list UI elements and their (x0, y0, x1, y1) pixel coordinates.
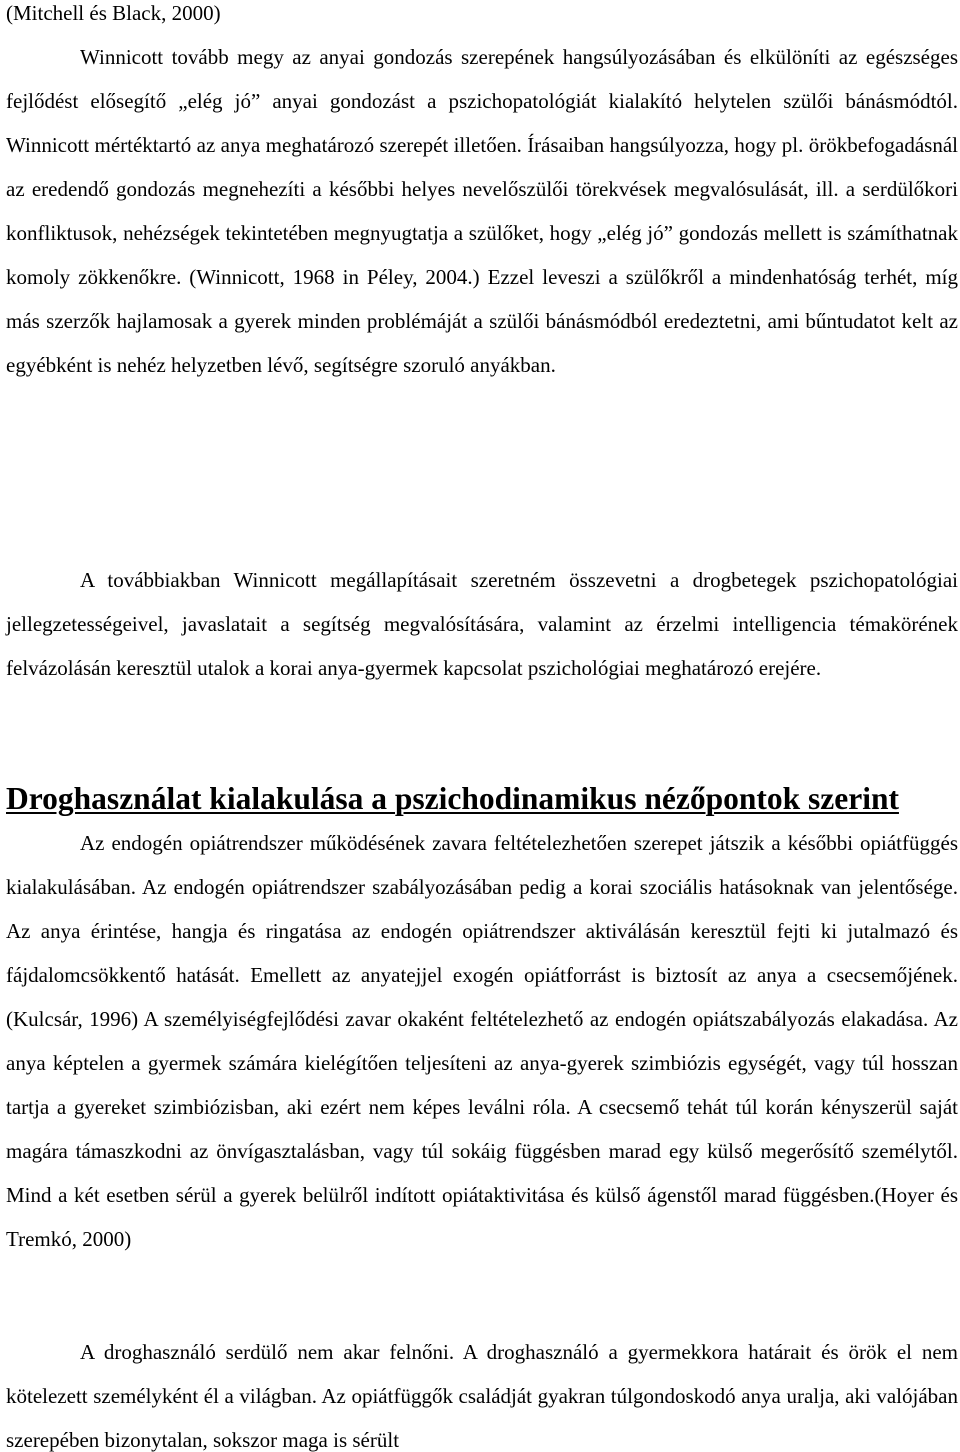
paragraph-endogenous-opiate: Az endogén opiátrendszer működésének zavara feltételezhetően szerepet játszik a későbbi opiátfüggés kialakulásában. Az endogén opiátrendszer szabályozásában pedig a korai szociális hatásoknak van jelentősége. Az anya érintése, hangja és ringatása az endogén opiátrendszer aktiválásán keresztül fejti ki jutalmazó és fájdalomcsökkentő hatását. Emellett az anyatejjel exogén opiátforrást is biztosít az anya a csecsemőjének. (Kulcsár, 1996) A személyiségfejlődési zavar okaként feltételezhető az endogén opiátszabályozás elakadása. Az anya képtelen a gyermek számára kielégítően teljesíteni az anya-gyerek szimbiózis egységét, vagy túl hosszan tartja a gyereket szimbiózisban, aki ezért nem képes leválni róla. A csecsemő tehát túl korán kényszerül saját magára támaszkodni az önvígasztalásban, vagy túl sokáig függésben marad egy külső megerősítő személytől. Mind a két esetben sérül a gyerek belülről indított opiátaktivitása és külső ágenstől marad függésben.(Hoyer és Tremkó, 2000) (6, 831, 958, 1251)
paragraph-adolescent-user: A droghasználó serdülő nem akar felnőni. A droghasználó a gyermekkora határait és örök el nem kötelezett személyként él a világban. Az opiátfüggők családját gyakran túlgondoskodó anya uralja, aki valójában szerepében bizonytalan, sokszor maga is sérült (6, 1340, 958, 1452)
paragraph-winnicott-care: Winnicott tovább megy az anyai gondozás szerepének hangsúlyozásában és elkülöníti az egészséges fejlődést elősegítő „elég jó” anyai gondozást a pszichopatológiát kialakító helytelen szülői bánásmódtól. Winnicott mértéktartó az anya meghatározó szerepét illetően. Írásaiban hangsúlyozza, hogy pl. örökbefogadásnál az eredendő gondozás megnehezíti a későbbi helyes nevelőszülői törekvések megvalósulását, ill. a serdülőkori konfliktusok, nehézségek tekintetében megnyugtatja a szülőket, hogy „elég jó” gondozás mellett is számíthatnak komoly zökkenőkre. (Winnicott, 1968 in Péley, 2004.) Ezzel leveszi a szülőkről a mindenhatóság terhét, míg más szerzők hajlamosak a gyerek minden problémáját a szülői bánásmódból eredeztetni, ami bűntudatot kelt az egyébként is nehéz helyzetben lévő, segítségre szoruló anyákban. (6, 45, 958, 377)
section-heading: Droghasználat kialakulása a pszichodinamikus nézőpontok szerint (6, 781, 899, 816)
paragraph-comparison-intro: A továbbiakban Winnicott megállapításait szeretném összevetni a drogbetegek pszichopatológiai jellegzetességeivel, javaslatait a segítség megvalósítására, valamint az érzelmi intelligencia témakörének felvázolásán keresztül utalok a korai anya-gyermek kapcsolat pszichológiai meghatározó erejére. (6, 568, 958, 680)
citation-line: (Mitchell és Black, 2000) (6, 1, 221, 25)
